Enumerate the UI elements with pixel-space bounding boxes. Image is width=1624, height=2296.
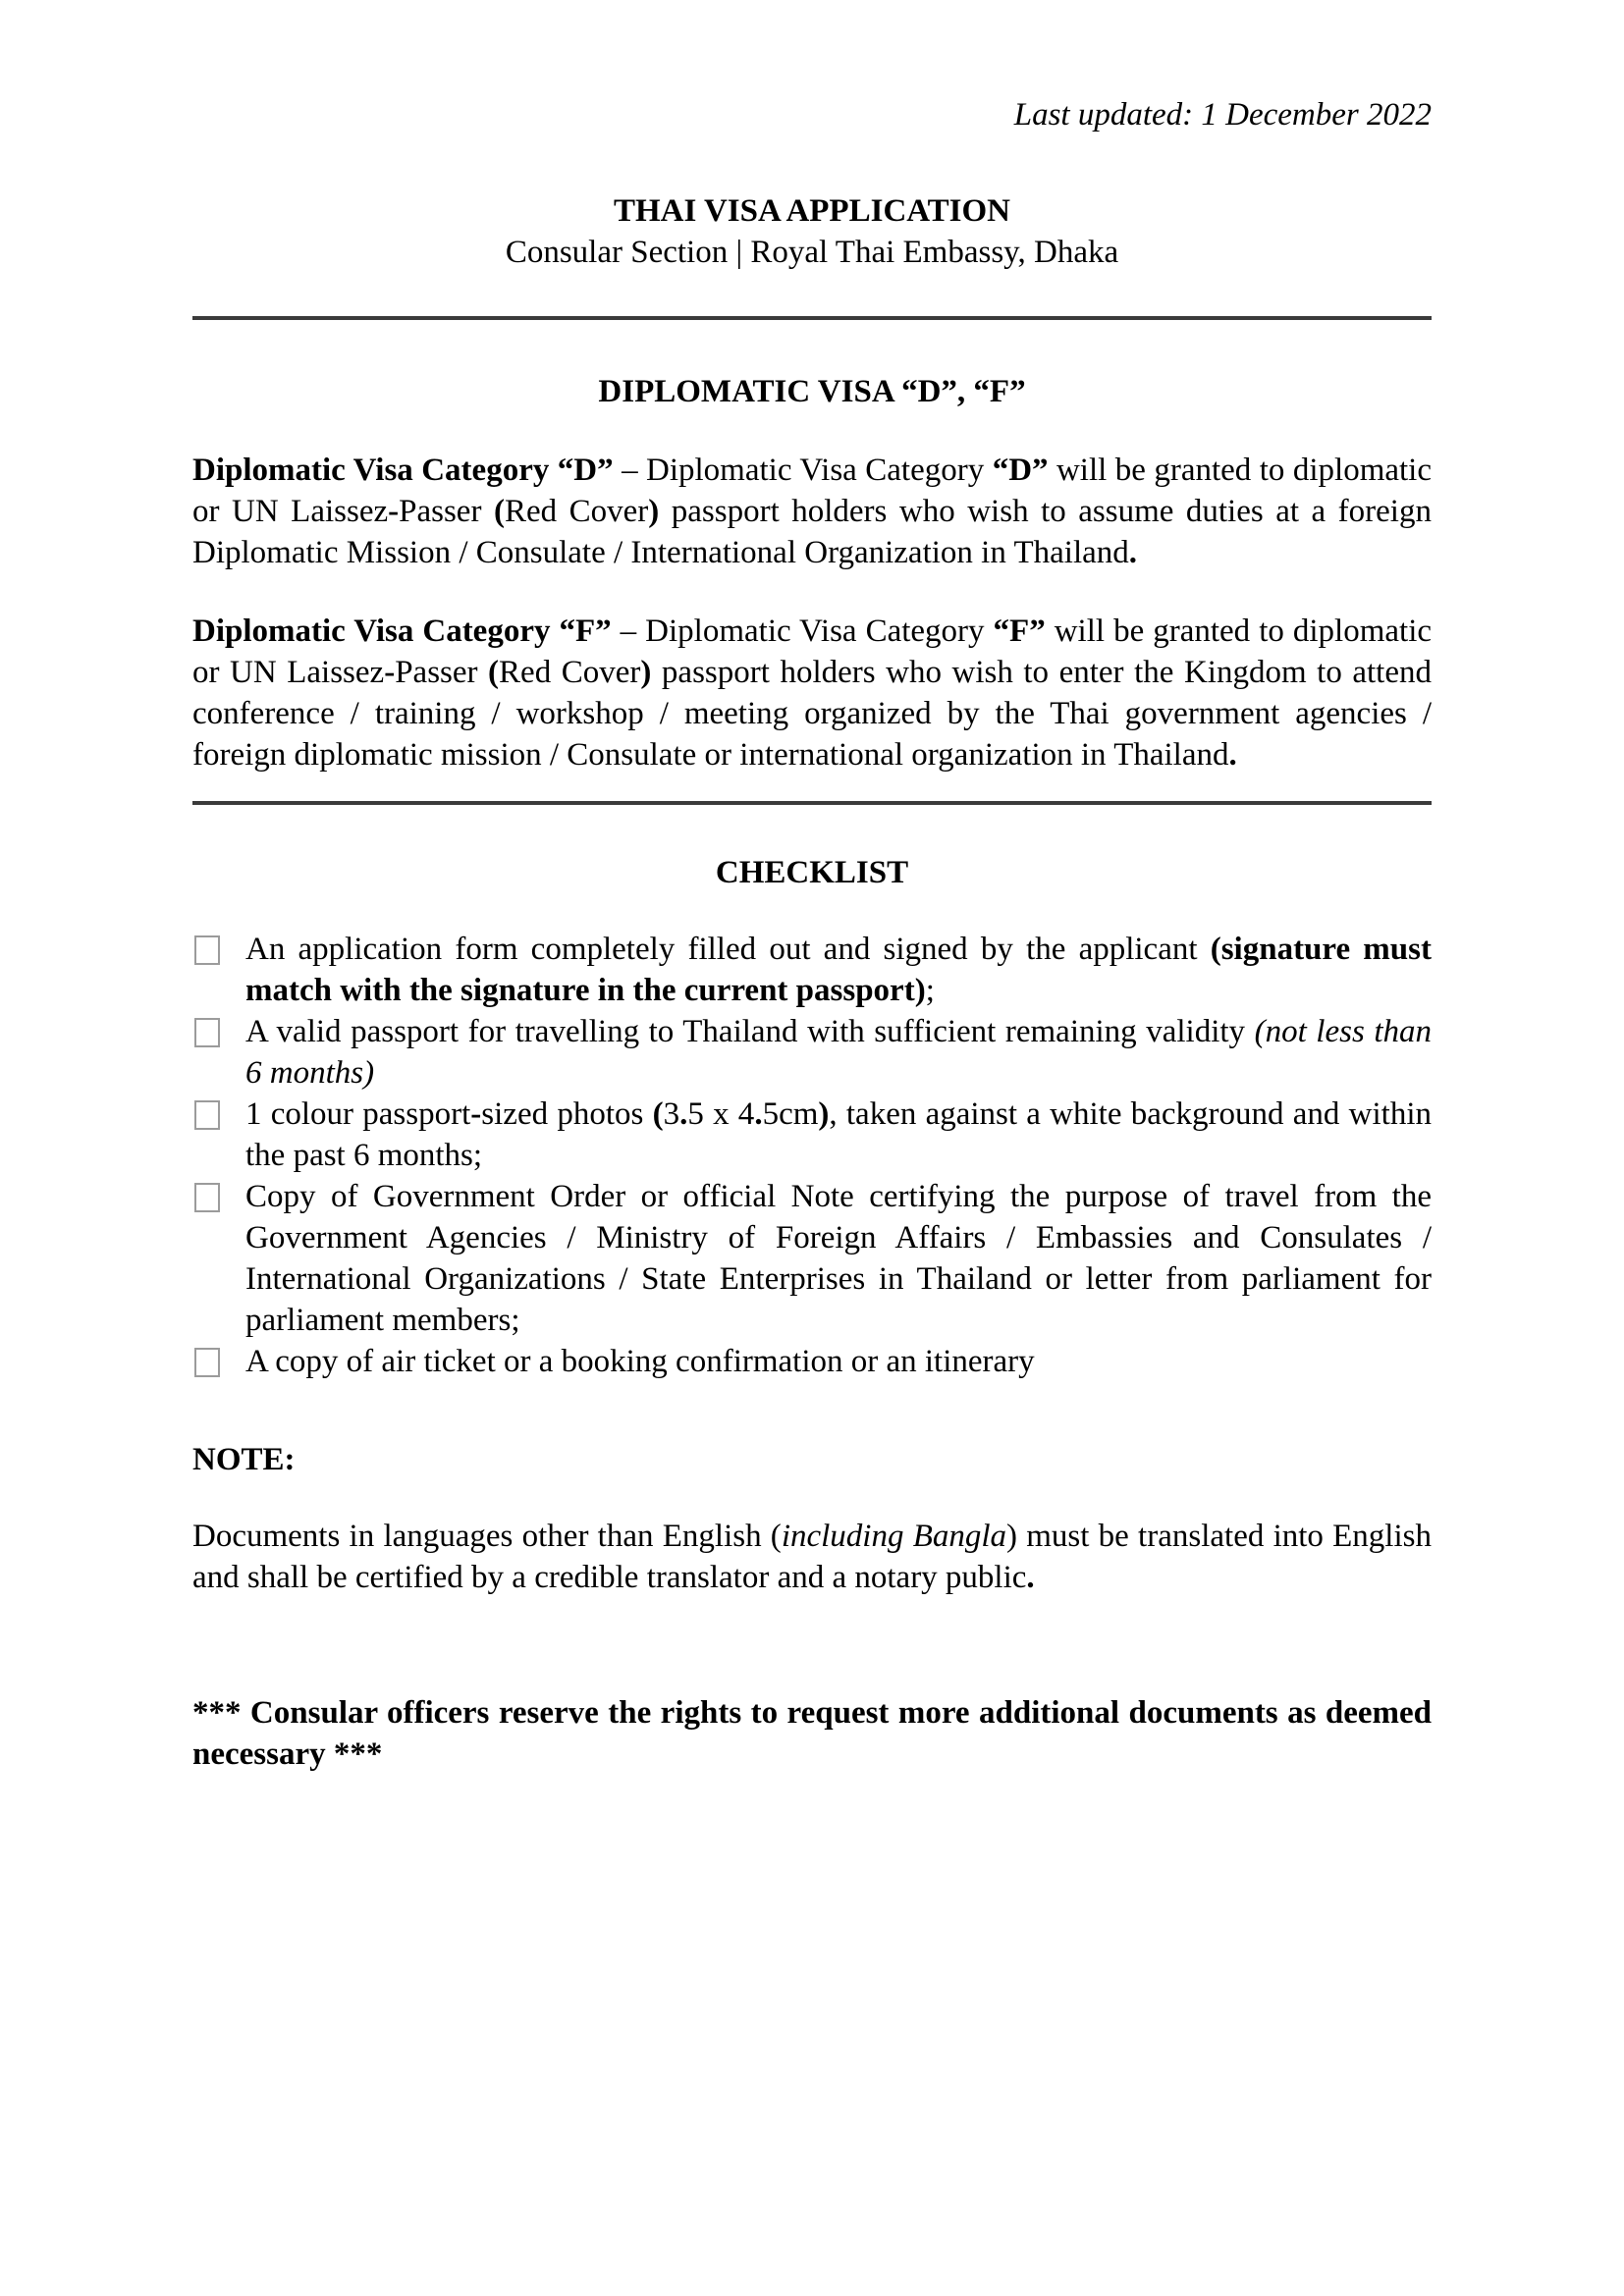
checklist: [192, 929, 1432, 1382]
checkbox-icon: [194, 935, 220, 965]
checklist-item-text: Copy of Government Order or official Note certifying the purpose of travel from the Government Agencies / Ministry of Foreign Affairs / Embassies and Consulates / International Organizations / State Enterprises in Thailand or letter from parliament for parliament members;: [245, 1179, 1432, 1338]
document-subtitle: Consular Section | Royal Thai Embassy, Dhaka: [505, 235, 1119, 270]
checkbox-icon: [194, 1348, 220, 1377]
checklist-item-text: A copy of air ticket or a booking confirmation or an itinerary: [245, 1344, 1035, 1379]
note-paragraph: Documents in languages other than English (including Bangla) must be translated into English and shall be certified by a credible translator and a notary public.: [192, 1519, 1432, 1595]
checkbox-icon: [194, 1018, 220, 1047]
checklist-item-photos: [192, 1094, 1432, 1176]
section-divider-checklist: [192, 801, 1432, 805]
checklist-item-valid-passport: [192, 1011, 1432, 1094]
checkbox-icon: [194, 1183, 220, 1212]
note-heading: NOTE:: [192, 1442, 296, 1477]
checklist-item-government-order: [192, 1176, 1432, 1341]
checklist-item-text: An application form completely filled out and signed by the applicant (signature must match with the signature in the current passport);: [245, 932, 1432, 1008]
paragraph-visa-category-f: Diplomatic Visa Category “F” – Diplomatic Visa Category “F” will be granted to diplomatic or UN Laissez-Passer (Red Cover) passport holders who wish to enter the Kingdom to attend conference / training / workshop / meeting organized by the Thai government agencies / foreign diplomatic mission / Consulate or international organization in Thailand.: [192, 614, 1433, 773]
section-heading-checklist: CHECKLIST: [715, 855, 909, 890]
last-updated-line: Last updated: 1 December 2022: [1013, 97, 1432, 133]
section-divider-top: [192, 316, 1432, 320]
checkbox-icon: [194, 1100, 220, 1130]
checklist-item-text: A valid passport for travelling to Thailand with sufficient remaining validity (not less than 6 months): [245, 1014, 1432, 1091]
checklist-item-application-form: [192, 929, 1432, 1011]
consular-warning: *** Consular officers reserve the rights to request more additional documents as deemed necessary ***: [192, 1695, 1432, 1772]
section-heading-diplomatic-visa: DIPLOMATIC VISA “D”, “F”: [598, 374, 1026, 409]
document-title: THAI VISA APPLICATION: [613, 193, 1011, 229]
checklist-item-text: 1 colour passport-sized photos (3.5 x 4.5cm), taken against a white background and within the past 6 months;: [245, 1096, 1432, 1173]
paragraph-visa-category-d: Diplomatic Visa Category “D” – Diplomatic Visa Category “D” will be granted to diplomatic or UN Laissez-Passer (Red Cover) passport holders who wish to assume duties at a foreign Diplomatic Mission / Consulate / International Organization in Thailand.: [192, 453, 1432, 570]
checklist-item-air-ticket: [192, 1341, 1432, 1382]
